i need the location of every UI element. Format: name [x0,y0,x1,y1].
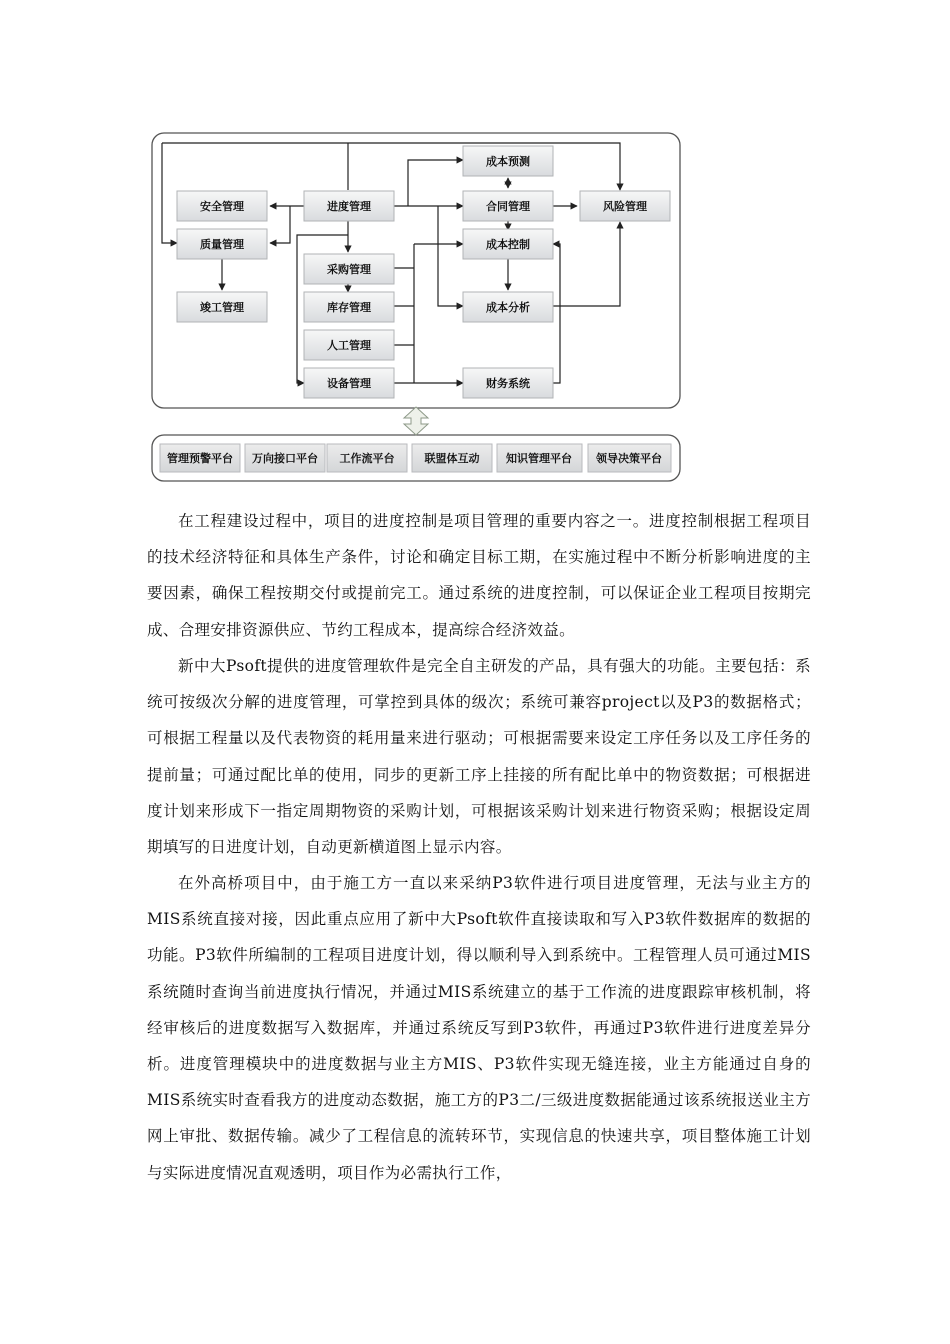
node-finance: 财务系统 [486,377,530,390]
platform-decision: 领导决策平台 [596,452,662,465]
node-completion: 竣工管理 [200,301,244,314]
node-safety: 安全管理 [200,200,244,213]
platform-early-warning: 管理预警平台 [167,452,233,465]
node-inventory: 库存管理 [327,301,371,314]
paragraph-text: 新中大Psoft提供的进度管理软件是完全自主研发的产品，具有强大的功能。主要包括：系统可按级次分解的进度管理，可掌控到具体的级次；系统可兼容project以及P3的数据格式；可根据工程量以及代表物资的耗用量来进行驱动；可根据需要来设定工序任务以及工序任务的提前量；可通过配比单的使用，同步的更新工序上挂接的所有配比单中的物资数据；可根据进度计划来形成下一指定周期物资的采购计划，可根据该采购计划来进行物资采购；根据设定周期填写的日进度计划，自动更新横道图上显示内容。 [147,657,811,857]
paragraph-3 [147,865,811,1191]
module-diagram [0,0,950,490]
paragraph-text: 在工程建设过程中，项目的进度控制是项目管理的重要内容之一。进度控制根据工程项目的技术经济特征和具体生产条件，讨论和确定目标工期，在实施过程中不断分析影响进度的主要因素，确保工程按期交付或提前完工。通过系统的进度控制，可以保证企业工程项目按期完成、合理安排资源供应、节约工程成本，提高综合经济效益。 [147,512,811,639]
platform-interface: 万向接口平台 [252,452,318,465]
node-procurement: 采购管理 [327,263,371,276]
node-cost-control: 成本控制 [486,238,530,251]
platform-workflow: 工作流平台 [339,452,395,465]
paragraph-1 [147,503,811,648]
node-schedule: 进度管理 [327,200,371,213]
node-equipment: 设备管理 [327,377,371,390]
double-arrow-icon [404,407,428,435]
platform-knowledge: 知识管理平台 [506,452,572,465]
node-contract: 合同管理 [486,200,530,213]
node-quality: 质量管理 [200,238,244,251]
main-system-frame [152,133,680,408]
node-cost-analysis: 成本分析 [486,301,530,314]
paragraph-text: 在外高桥项目中，由于施工方一直以来采纳P3软件进行项目进度管理，无法与业主方的MIS系统直接对接，因此重点应用了新中大Psoft软件直接读取和写入P3软件数据库的数据的功能。P3软件所编制的工程项目进度计划，得以顺利导入到系统中。工程管理人员可通过MIS系统随时查询当前进度执行情况，并通过MIS系统建立的基于工作流的进度跟踪审核机制，将经审核后的进度数据写入数据库，并通过系统反写到P3软件，再通过P3软件进行进度差异分析。进度管理模块中的进度数据与业主方MIS、P3软件实现无缝连接，业主方能通过自身的MIS系统实时查看我方的进度动态数据，施工方的P3二/三级进度数据能通过该系统报送业主方网上审批、数据传输。减少了工程信息的流转环节，实现信息的快速共享，项目整体施工计划与实际进度情况直观透明，项目作为必需执行工作， [147,874,811,1182]
node-risk: 风险管理 [603,200,647,213]
node-cost-forecast: 成本预测 [486,155,530,168]
node-labor: 人工管理 [327,339,371,352]
paragraph-2 [147,648,811,865]
platform-alliance: 联盟体互动 [424,452,480,465]
